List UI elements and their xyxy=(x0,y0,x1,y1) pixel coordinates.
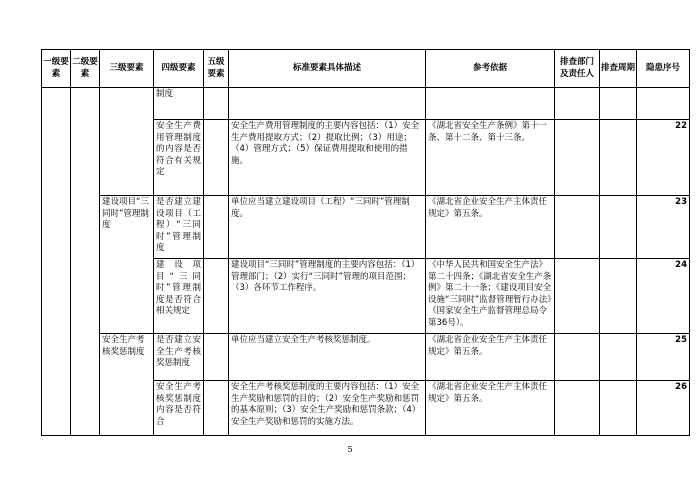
cell-cycle xyxy=(600,120,637,196)
cell-level1 xyxy=(42,88,71,436)
table-row xyxy=(42,196,690,259)
cell-seq xyxy=(637,88,690,120)
header-level3: 三级要素 xyxy=(100,50,154,88)
cell-basis: 《湖北省企业安全生产主体责任规定》第五条。 xyxy=(426,334,555,381)
cell-level4: 制度 xyxy=(154,88,204,120)
cell-seq: 26 xyxy=(637,381,690,436)
cell-description: 建设项目“三同时”管理制度的主要内容包括：（1）管理部门；（2）实行“三同时”管理的项目范围；（3）各环节工作程序。 xyxy=(229,259,426,334)
standards-table xyxy=(41,49,690,436)
cell-department xyxy=(555,88,600,120)
cell-department xyxy=(555,196,600,259)
cell-cycle xyxy=(600,259,637,334)
cell-cycle xyxy=(600,88,637,120)
cell-basis: 《湖北省企业安全生产主体责任规定》第五条。 xyxy=(426,381,555,436)
header-cycle: 排查周期 xyxy=(600,50,637,88)
cell-basis xyxy=(426,88,555,120)
cell-level3: 安全生产考核奖惩制度 xyxy=(100,334,154,436)
cell-basis: 《中华人民共和国安全生产法》第二十四条；《湖北省安全生产条例》第二十一条；《建设项目安全设施“三同时”监督管理暂行办法》（国家安全生产监督管理总局令第36号）。 xyxy=(426,259,555,334)
cell-seq: 22 xyxy=(637,120,690,196)
cell-level4: 安全生产考核奖惩制度内容是否符合 xyxy=(154,381,204,436)
header-level1: 一级要素 xyxy=(42,50,71,88)
cell-seq: 23 xyxy=(637,196,690,259)
cell-level4: 建设项目“三同时”管理制度是否符合相关规定 xyxy=(154,259,204,334)
cell-level4: 是否建立安全生产考核奖惩制度 xyxy=(154,334,204,381)
cell-level5 xyxy=(204,381,229,436)
header-row xyxy=(42,50,690,88)
page-number: 5 xyxy=(347,445,353,454)
cell-cycle xyxy=(600,381,637,436)
header-basis: 参考依据 xyxy=(426,50,555,88)
cell-department xyxy=(555,381,600,436)
table-row xyxy=(42,88,690,120)
cell-level4: 安全生产费用管理制度的内容是否符合有关规定 xyxy=(154,120,204,196)
cell-level5 xyxy=(204,259,229,334)
cell-seq: 24 xyxy=(637,259,690,334)
header-level2: 二级要素 xyxy=(71,50,100,88)
cell-level5 xyxy=(204,334,229,381)
cell-cycle xyxy=(600,334,637,381)
header-level4: 四级要素 xyxy=(154,50,204,88)
cell-description: 单位应当建立安全生产考核奖惩制度。 xyxy=(229,334,426,381)
cell-level5 xyxy=(204,196,229,259)
header-department: 排查部门及责任人 xyxy=(555,50,600,88)
cell-level3 xyxy=(100,88,154,196)
cell-seq: 25 xyxy=(637,334,690,381)
header-seq: 隐患序号 xyxy=(637,50,690,88)
cell-basis: 《湖北省安全生产条例》第十一条、第十二条、第十三条。 xyxy=(426,120,555,196)
header-description: 标准要素具体描述 xyxy=(229,50,426,88)
cell-level5 xyxy=(204,120,229,196)
cell-level3: 建设项目“三同时”管理制度 xyxy=(100,196,154,334)
cell-level2 xyxy=(71,88,100,436)
cell-basis: 《湖北省企业安全生产主体责任规定》第五条。 xyxy=(426,196,555,259)
cell-department xyxy=(555,334,600,381)
cell-description xyxy=(229,88,426,120)
cell-department xyxy=(555,259,600,334)
cell-description: 安全生产费用管理制度的主要内容包括：（1）安全生产费用提取方式；（2）提取比例；（3）用途；（4）管理方式；（5）保证费用提取和使用的措施。 xyxy=(229,120,426,196)
cell-description: 安全生产考核奖惩制度的主要内容包括：（1）安全生产奖励和惩罚的目的；（2）安全生产奖励和惩罚的基本原则；（3）安全生产奖励和惩罚条款；（4）安全生产奖励和惩罚的实施方法。 xyxy=(229,381,426,436)
cell-level5 xyxy=(204,88,229,120)
cell-department xyxy=(555,120,600,196)
cell-description: 单位应当建立建设项目（工程）“三同时”管理制度。 xyxy=(229,196,426,259)
cell-cycle xyxy=(600,196,637,259)
header-level5: 五级要素 xyxy=(204,50,229,88)
cell-level4: 是否建立建设项目（工程）“三同时”管理制度 xyxy=(154,196,204,259)
table-row xyxy=(42,334,690,381)
